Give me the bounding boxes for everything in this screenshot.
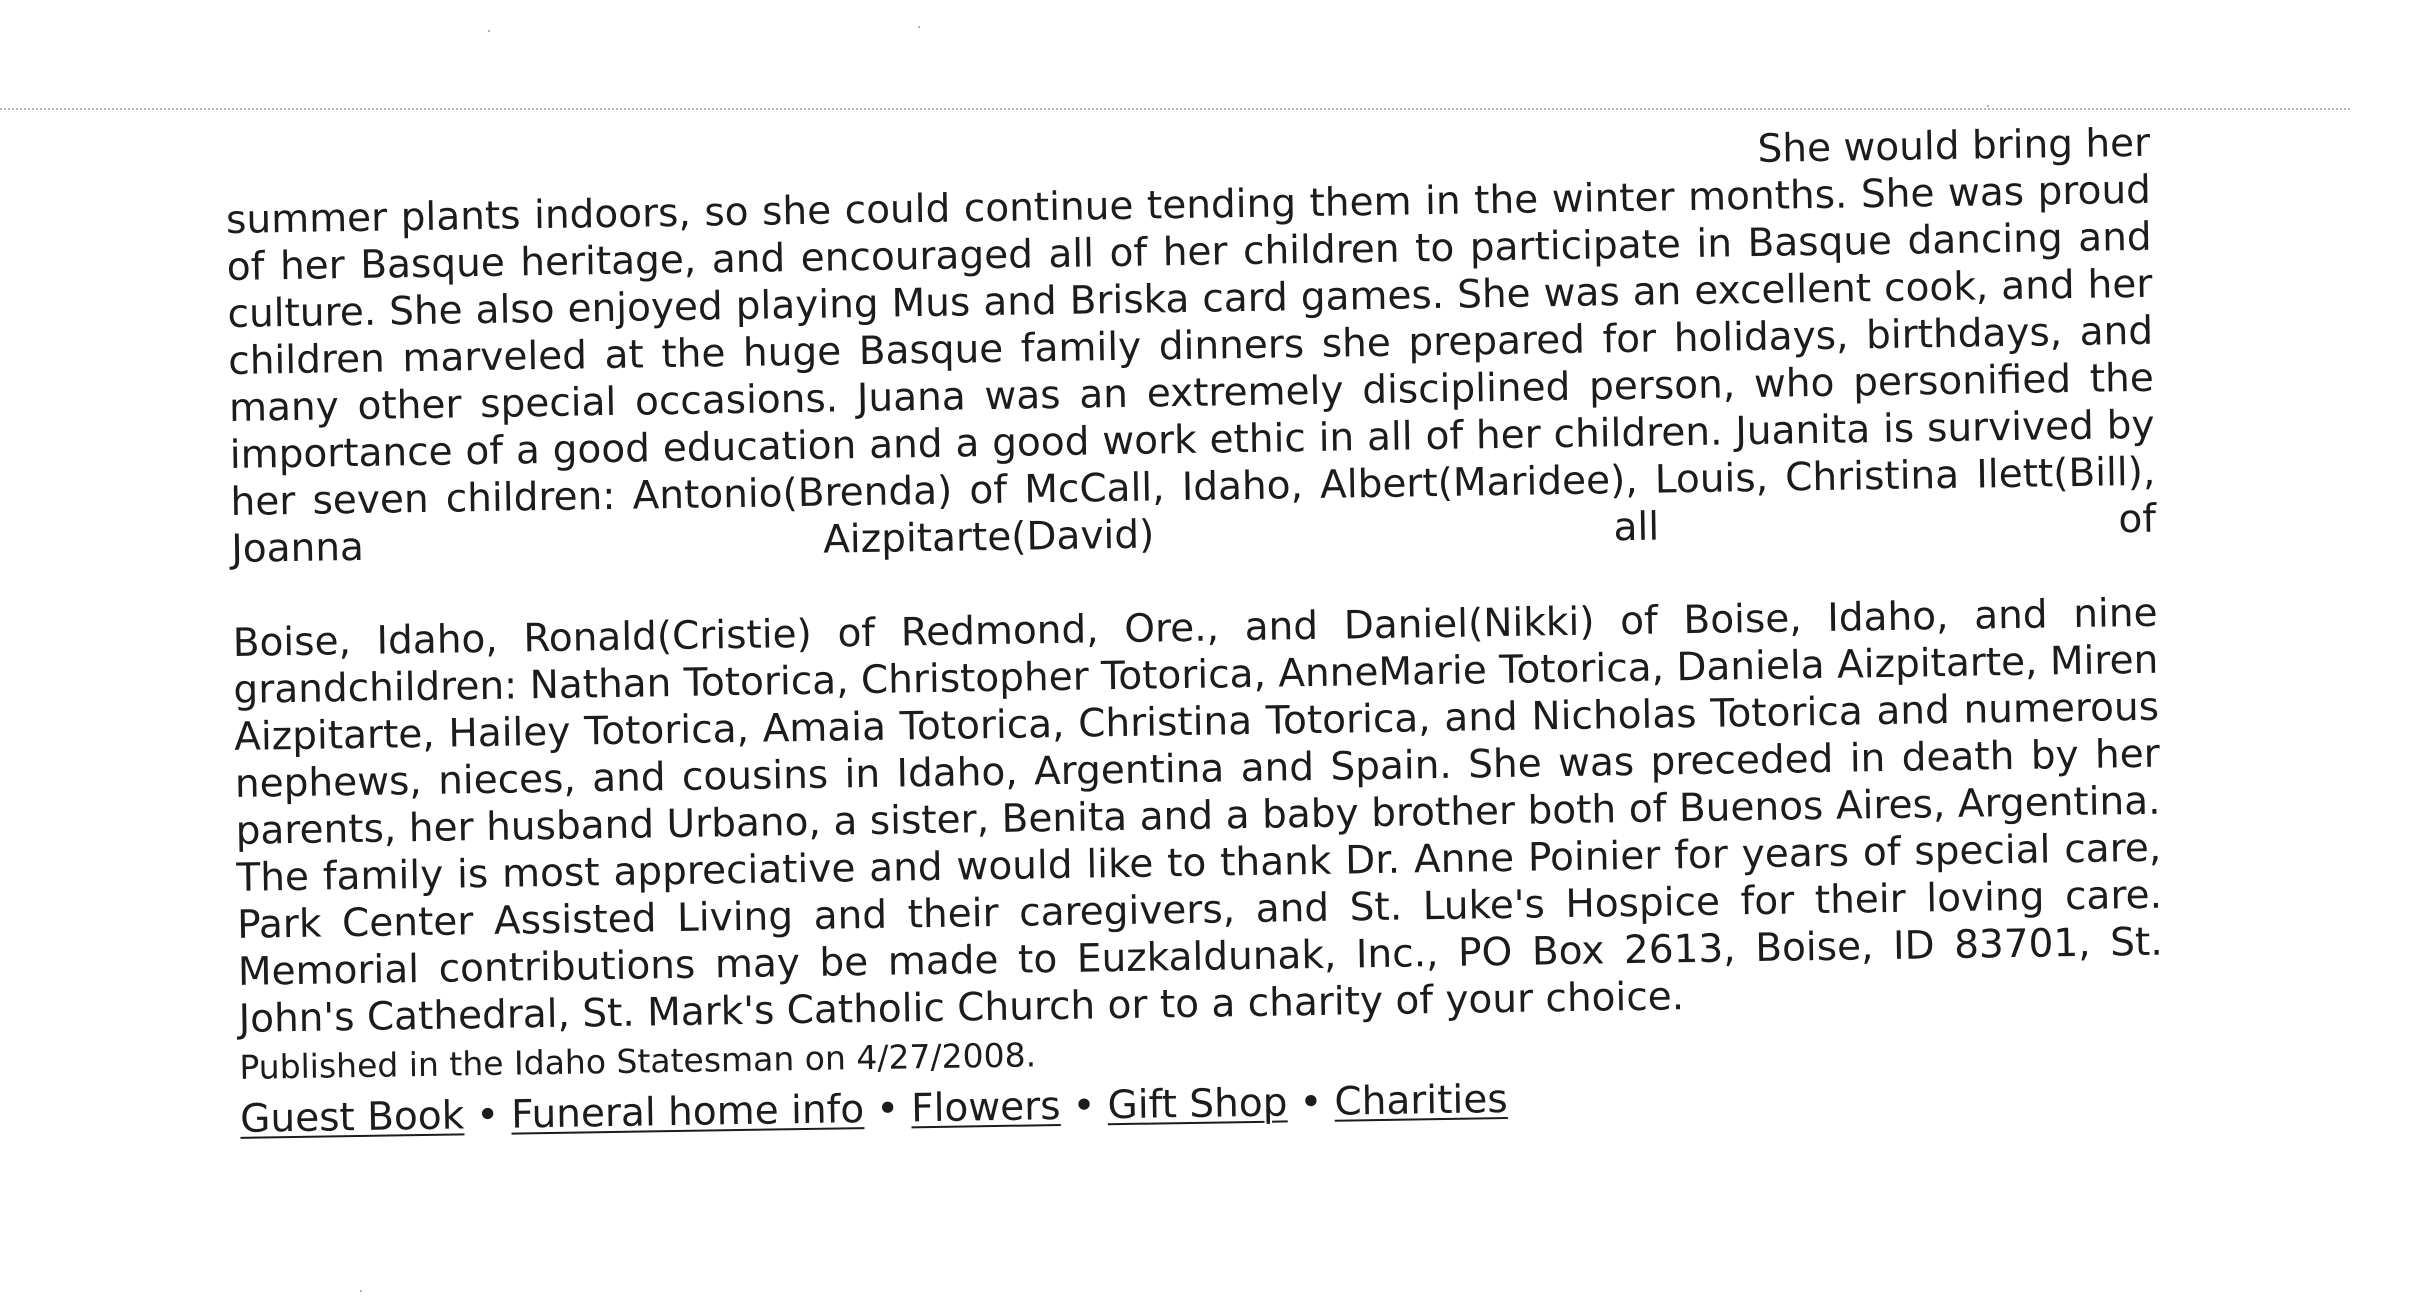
- scan-speck: [488, 30, 490, 32]
- link-separator: •: [1072, 1083, 1096, 1129]
- scan-speck: [360, 1290, 362, 1292]
- obituary-paragraph-1-text: summer plants indoors, so she could continue tending them in the winter months. She was proud of her Basque heritage, and encouraged all of her children to participate in Basque dancing and culture. She also enjoyed playing Mus and Briska card games. She was an excellent cook, and her children marveled at the huge Basque family dinners she prepared for holidays, birthdays, and many other special occasions. Juana was an extremely disciplined person, who personified the importance of a good education and a good work ethic in all of her children. Juanita is survived by her seven children: Antonio(Brenda) of McCall, Idaho, Albert(Maridee), Louis, Christina Ilett(Bill), Joanna Aizpitarte(David) all of: [225, 167, 2157, 572]
- obituary-lead-line: She would bring her: [1757, 120, 2151, 172]
- link-separator: •: [875, 1086, 900, 1132]
- link-separator: •: [1299, 1079, 1323, 1126]
- gift-shop-link[interactable]: Gift Shop: [1107, 1080, 1288, 1129]
- charities-link[interactable]: Charities: [1334, 1076, 1508, 1125]
- obituary-paragraph-1: [225, 120, 2156, 573]
- scan-divider-line: [0, 108, 2350, 110]
- link-separator: •: [475, 1092, 500, 1139]
- flowers-link[interactable]: Flowers: [910, 1083, 1061, 1132]
- guest-book-link[interactable]: Guest Book: [239, 1093, 465, 1142]
- obituary-content: [225, 120, 2165, 1145]
- publication-note: Published in the Idaho Statesman on 4/27/2008.: [239, 1035, 1037, 1087]
- scan-speck: [1987, 105, 1989, 107]
- funeral-home-info-link[interactable]: Funeral home info: [510, 1087, 865, 1138]
- obituary-paragraph-2: Boise, Idaho, Ronald(Cristie) of Redmond, Ore., and Daniel(Nikki) of Boise, Idaho, and nine grandchildren: Nathan Totorica, Christopher Totorica, AnneMarie Totorica, Daniela Aizpitarte, Miren Aizpitarte, Hailey Totorica, Amaia Totorica, Christina Totorica, and Nicholas Totorica and numerous nephews, nieces, and cousins in Idaho, Argentina and Spain. She was preceded in death by her parents, her husband Urbano, a sister, Benita and a baby brother both of Buenos Aires, Argentina. The family is most appreciative and would like to thank Dr. Anne Poinier for years of special care, Park Center Assisted Living and their caregivers, and St. Luke's Hospice for their loving care. Memorial contributions may be made to Euzkaldunak, Inc., PO Box 2613, Boise, ID 83701, St. John's Cathedral, St. Mark's Catholic Church or to a charity of your choice.: [232, 590, 2164, 1042]
- scan-speck: [918, 26, 920, 28]
